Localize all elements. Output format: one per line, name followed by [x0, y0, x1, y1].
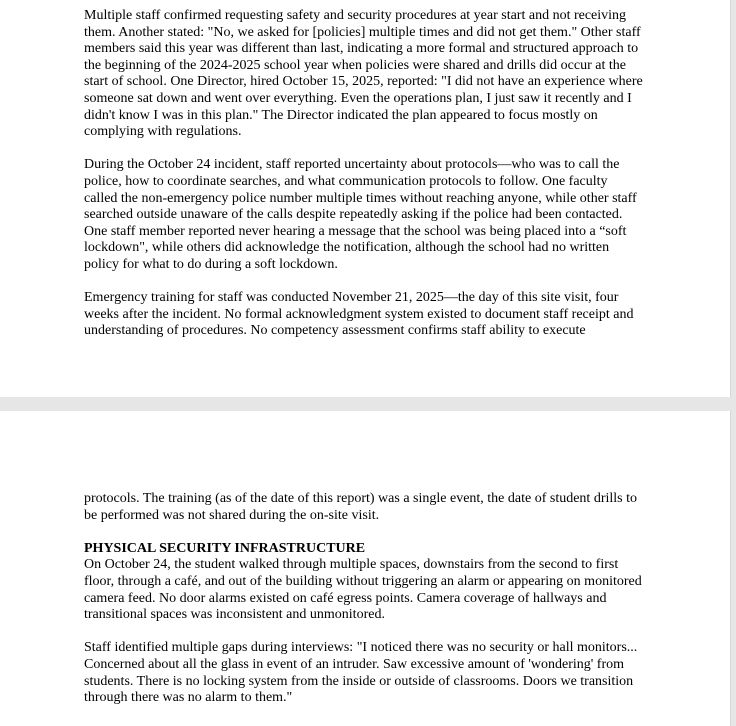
section-physical-security [84, 541, 644, 707]
paragraph-staff-gaps: Staff identified multiple gaps during interviews: "I noticed there was no security or hall monitors... Concerned about all the glass in event of an intruder. Saw excessive amount of 'wondering' from students. There is no locking system from the inside or outside of classrooms. Doors we transition through there was no alarm to them." [84, 640, 638, 706]
document-page-2 [0, 411, 731, 726]
paragraph-student-walkthrough: On October 24, the student walked through multiple spaces, downstairs from the second to first floor, through a café, and out of the building without triggering an alarm or appearing on monitored camera feed. No door alarms existed on café egress points. Camera coverage of hallways and transitional spaces was inconsistent and unmonitored. [84, 557, 642, 623]
paragraph-training-continuation: protocols. The training (as of the date of this report) was a single event, the date of student drills to be performed was not shared during the on-site visit. [84, 491, 637, 523]
paragraph-staff-procedures: Multiple staff confirmed requesting safety and security procedures at year start and not receiving them. Another stated: "No, we asked for [policies] multiple times and did not get them." Other staff members said this year was different than last, indicating a more formal and structured approach to the beginning of the 2024-2025 school year when policies were shared and drills did occur at the start of school. One Director, hired October 15, 2025, reported: "I did not have an experience where someone sat down and went over everything. Even the operations plan, I just saw it recently and I didn't know I was in this plan." The Director indicated the plan appeared to focus mostly on complying with regulations. [84, 8, 643, 140]
paragraph-october-incident: During the October 24 incident, staff reported uncertainty about protocols—who was to call the police, how to coordinate searches, and what communication protocols to follow. One faculty called the non-emergency police number multiple times without reaching anyone, while other staff searched outside unaware of the calls despite repeatedly asking if the police had been contacted. One staff member reported never hearing a message that the school was being placed into a “soft lockdown", while others did acknowledge the notification, although the school had no written policy for what to do during a soft lockdown. [84, 157, 637, 272]
section-heading: PHYSICAL SECURITY INFRASTRUCTURE [84, 540, 366, 556]
page-1-body [84, 8, 644, 356]
paragraph-emergency-training: Emergency training for staff was conducted November 21, 2025—the day of this site visit, four weeks after the incident. No formal acknowledgment system existed to document staff receipt and understanding of procedures. No competency assessment confirms staff ability to execute [84, 290, 634, 339]
page-separator [0, 397, 736, 411]
page-2-body [84, 491, 644, 723]
